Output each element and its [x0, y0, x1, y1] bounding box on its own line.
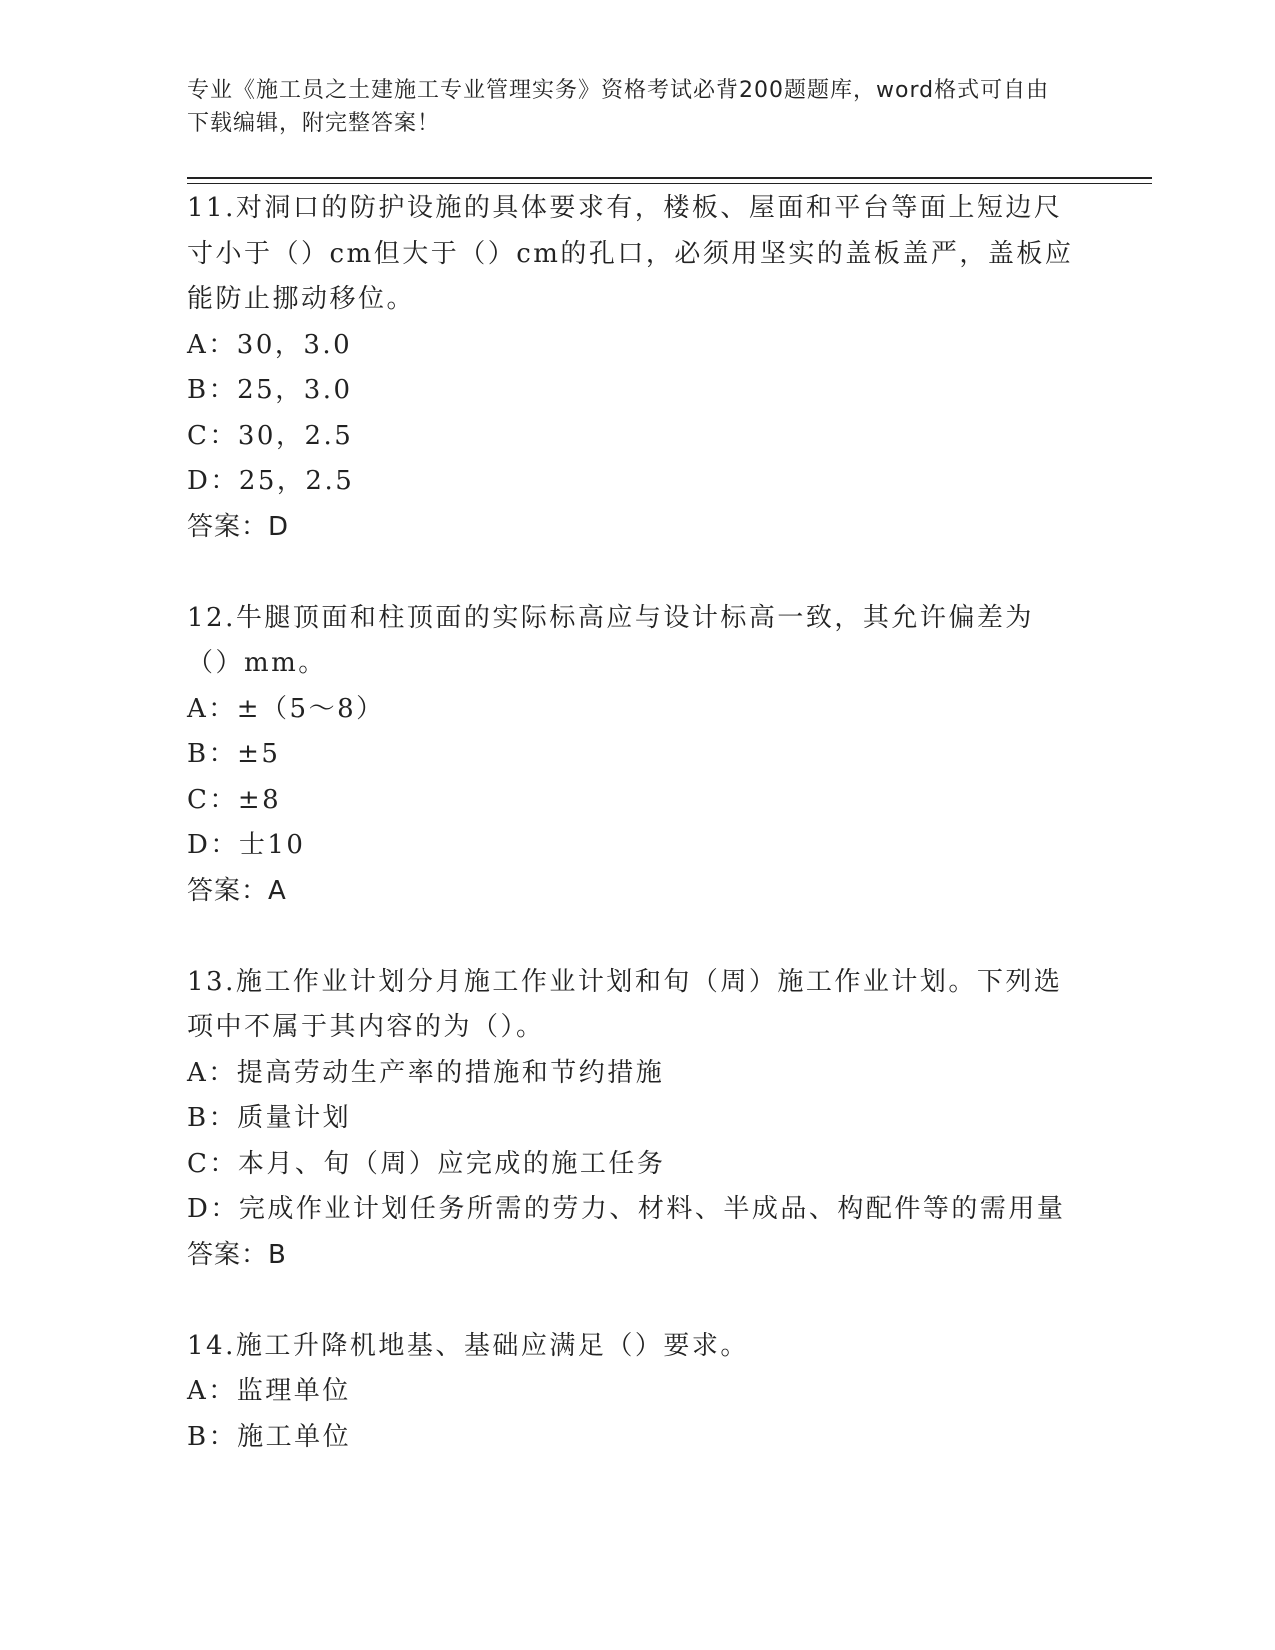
question-text: 11.对洞口的防护设施的具体要求有，楼板、屋面和平台等面上短边尺寸小于（）cm但大于（）cm的孔口，必须用坚实的盖板盖严，盖板应能防止挪动移位。	[187, 193, 1074, 314]
option-b: B：质量计划	[187, 1103, 352, 1133]
option-d: D：士10	[187, 830, 306, 860]
answer: 答案：D	[187, 511, 290, 542]
option-d: D：25，2.5	[187, 466, 355, 496]
question-list	[187, 186, 1077, 1506]
question-text: 12.牛腿顶面和柱顶面的实际标高应与设计标高一致，其允许偏差为（）mm。	[187, 602, 1034, 678]
answer: 答案：A	[187, 875, 287, 906]
question-12	[187, 596, 1077, 915]
option-a: A：监理单位	[187, 1376, 351, 1406]
answer: 答案：B	[187, 1239, 287, 1270]
option-b: B：±5	[187, 739, 281, 769]
question-text: 13.施工作业计划分月施工作业计划和旬（周）施工作业计划。下列选项中不属于其内容的为（）。	[187, 966, 1063, 1042]
header-divider-thin	[187, 183, 1152, 184]
question-11	[187, 186, 1077, 550]
question-13	[187, 960, 1077, 1279]
document-header: 专业《施工员之土建施工专业管理实务》资格考试必背200题题库，word格式可自由下载编辑，附完整答案！	[187, 78, 1050, 136]
option-a: A：提高劳动生产率的措施和节约措施	[187, 1057, 665, 1088]
option-a: A：30，3.0	[187, 329, 353, 360]
option-b: B：施工单位	[187, 1421, 352, 1452]
question-text: 14.施工升降机地基、基础应满足（）要求。	[187, 1330, 749, 1361]
option-c: C：本月、旬（周）应完成的施工任务	[187, 1148, 666, 1179]
header-divider	[187, 177, 1152, 179]
option-d: D：完成作业计划任务所需的劳力、材料、半成品、构配件等的需用量	[187, 1194, 1066, 1224]
question-14	[187, 1324, 1077, 1461]
option-a: A：±（5～8）	[187, 693, 385, 724]
option-c: C：30，2.5	[187, 420, 354, 451]
option-c: C：±8	[187, 784, 282, 815]
option-b: B：25，3.0	[187, 375, 353, 405]
